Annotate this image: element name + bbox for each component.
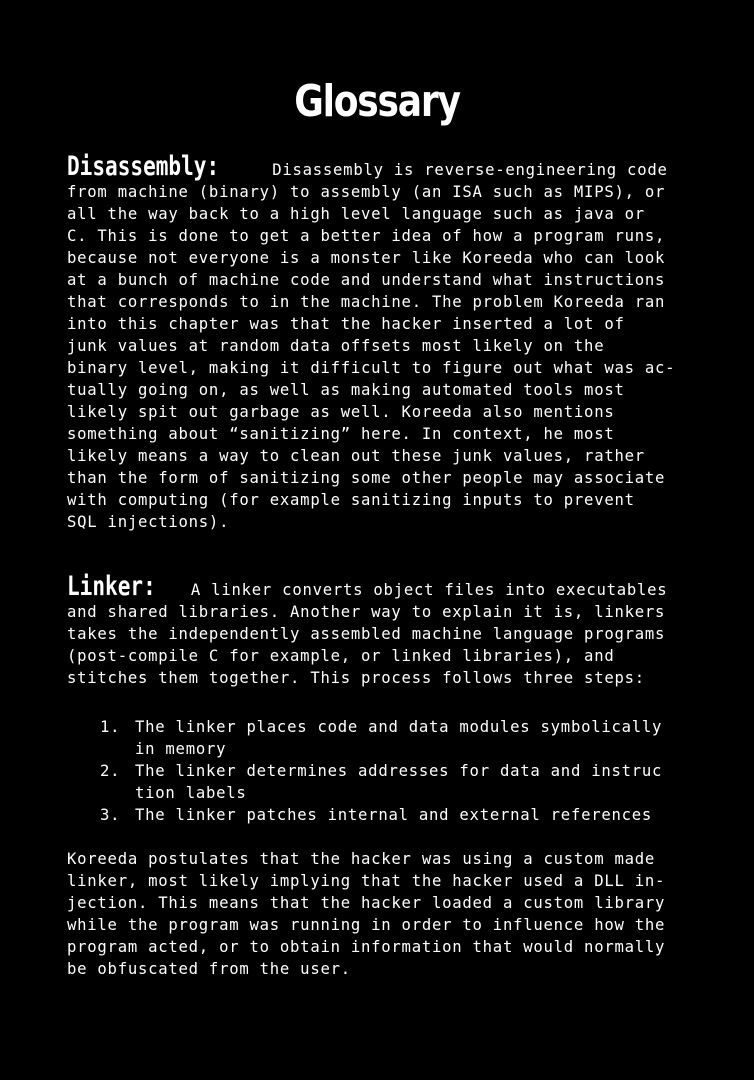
- definition-line: likely spit out garbage as well. Koreeda also mentions: [67, 403, 615, 421]
- list-item: [100, 804, 720, 826]
- definition-line: tually going on, as well as making automated tools most: [67, 381, 625, 399]
- step-number: 3.: [100, 806, 121, 824]
- glossary-entry-disassembly: [67, 151, 715, 533]
- definition-line: at a bunch of machine code and understand what instructions: [67, 271, 666, 289]
- step-line: tion labels: [135, 784, 247, 802]
- definition-line: A linker converts object files into executables: [180, 581, 668, 599]
- term-linker: Linker:: [67, 571, 156, 602]
- glossary-entry-linker: [67, 571, 715, 689]
- definition-line: from machine (binary) to assembly (an ISA such as MIPS), or: [67, 183, 666, 201]
- list-item: [100, 760, 720, 804]
- definition-line: and shared libraries. Another way to explain it is, linkers: [67, 603, 666, 621]
- paragraph-line: linker, most likely implying that the hacker used a DLL in-: [67, 872, 666, 890]
- definition-line: because not everyone is a monster like Koreeda who can look: [67, 249, 666, 267]
- definition-line: something about “sanitizing” here. In context, he most: [67, 425, 615, 443]
- definition-line: with computing (for example sanitizing inputs to prevent: [67, 491, 635, 509]
- list-item: [100, 716, 720, 760]
- definition-line: SQL injections).: [67, 513, 230, 531]
- step-number: 1.: [100, 718, 121, 736]
- term-wrap: [67, 151, 262, 182]
- definition-line: stitches them together. This process follows three steps:: [67, 669, 645, 687]
- definition-line: into this chapter was that the hacker inserted a lot of: [67, 315, 625, 333]
- paragraph-line: Koreeda postulates that the hacker was using a custom made: [67, 850, 656, 868]
- page-title: Glossary: [294, 76, 460, 127]
- definition-line: binary level, making it difficult to figure out what was ac-: [67, 359, 676, 377]
- definition-line: than the form of sanitizing some other people may associate: [67, 469, 666, 487]
- paragraph-line: jection. This means that the hacker loaded a custom library: [67, 894, 666, 912]
- paragraph-line: program acted, or to obtain information that would normally: [67, 938, 666, 956]
- definition-line: all the way back to a high level language such as java or: [67, 205, 645, 223]
- paragraph-line: while the program was running in order to influence how the: [67, 916, 666, 934]
- linker-steps-list: [100, 716, 720, 826]
- step-line: The linker determines addresses for data and instruc: [135, 762, 663, 780]
- step-line: The linker places code and data modules symbolically: [135, 718, 663, 736]
- definition-line: takes the independently assembled machine language programs: [67, 625, 666, 643]
- term-disassembly: Disassembly:: [67, 151, 220, 182]
- step-number: 2.: [100, 762, 121, 780]
- definition-line: junk values at random data offsets most likely on the: [67, 337, 605, 355]
- definition-line: likely means a way to clean out these junk values, rather: [67, 447, 645, 465]
- definition-line: (post-compile C for example, or linked libraries), and: [67, 647, 615, 665]
- paragraph-line: be obfuscated from the user.: [67, 960, 351, 978]
- linker-closing-paragraph: [67, 848, 715, 980]
- definition-line: that corresponds to in the machine. The problem Koreeda ran: [67, 293, 666, 311]
- term-wrap: [67, 571, 181, 602]
- definition-line: Disassembly is reverse-engineering code: [262, 161, 668, 179]
- step-line: in memory: [135, 740, 227, 758]
- step-line: The linker patches internal and external references: [135, 806, 653, 824]
- definition-line: C. This is done to get a better idea of how a program runs,: [67, 227, 666, 245]
